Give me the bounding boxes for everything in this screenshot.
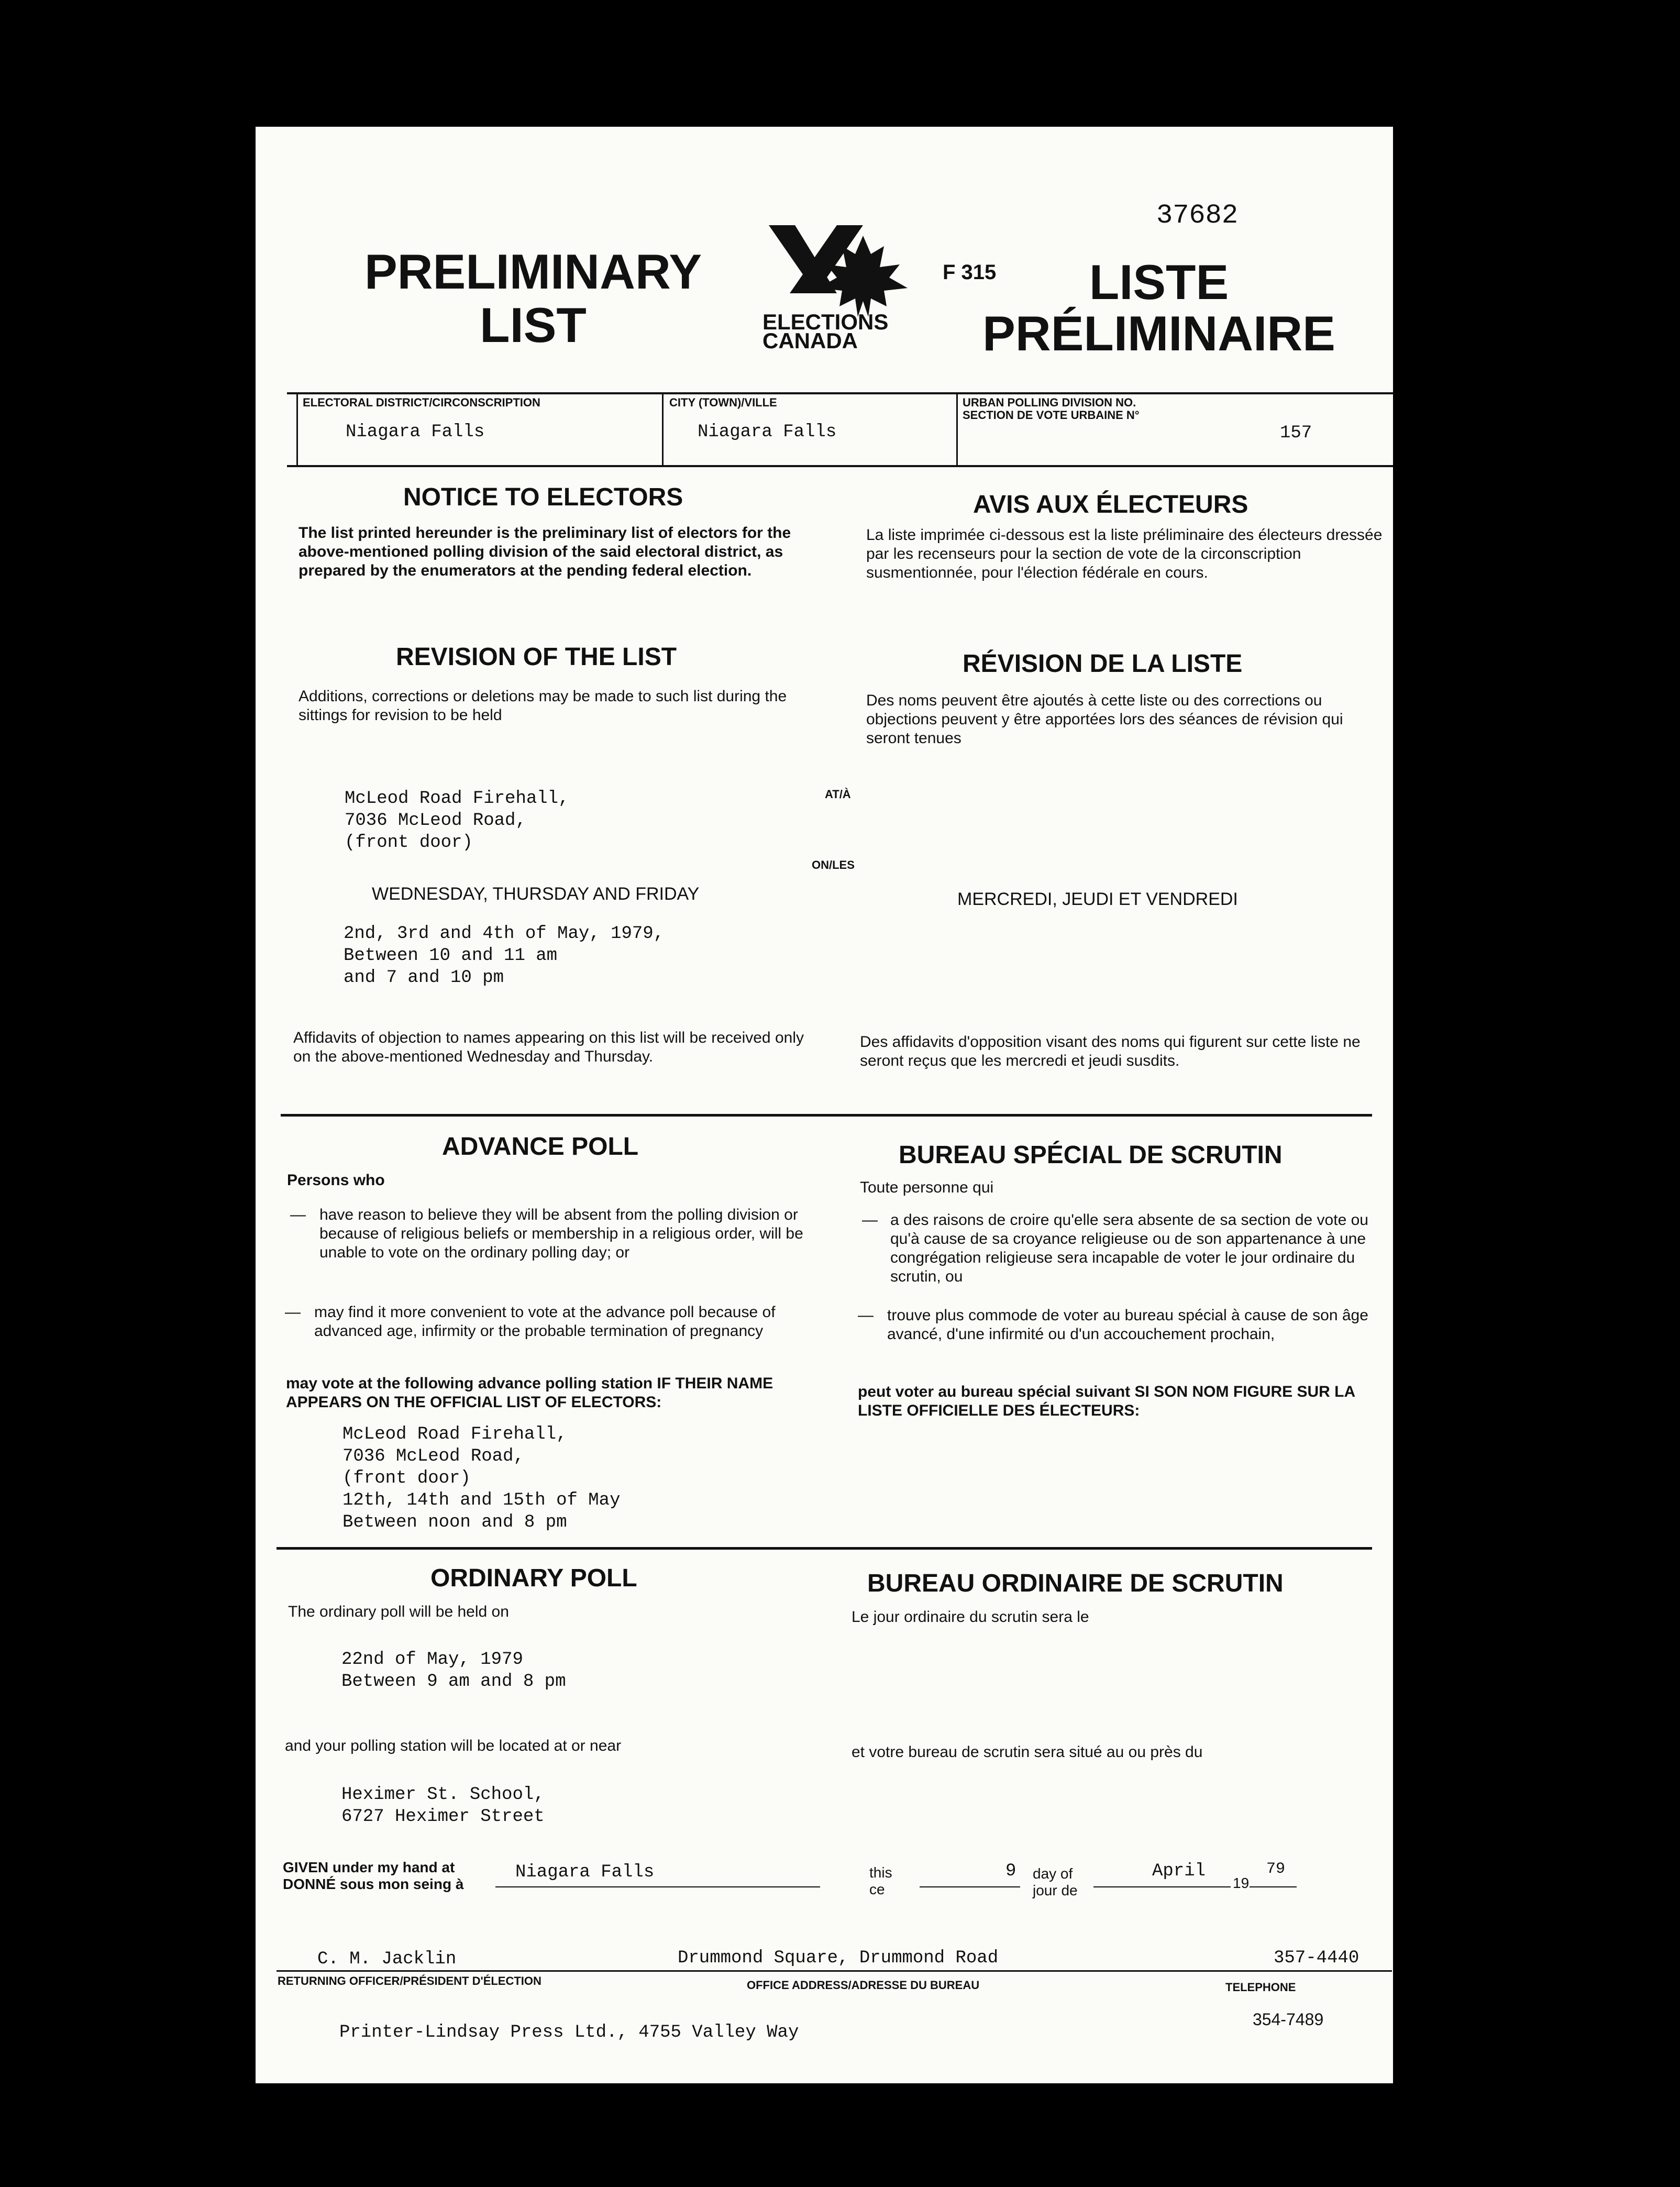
advance-title-en: ADVANCE POLL [442, 1133, 639, 1161]
jour-de-label: jour de [1033, 1882, 1078, 1898]
district-label: ELECTORAL DISTRICT/CIRCONSCRIPTION [303, 396, 540, 409]
polling-label-2: SECTION DE VOTE URBAINE N° [963, 408, 1140, 422]
year-prefix: 19 [1233, 1875, 1250, 1891]
phone-label: TELEPHONE [1225, 1981, 1296, 1994]
revision-days-en: WEDNESDAY, THURSDAY AND FRIDAY [372, 884, 700, 904]
form-number: 37682 [1156, 200, 1239, 231]
section-divider-2 [277, 1547, 1372, 1550]
ordinary-held-fr: Le jour ordinaire du scrutin sera le [852, 1608, 1089, 1626]
officer-label: RETURNING OFFICER/PRÉSIDENT D'ÉLECTION [278, 1974, 541, 1987]
title-fr-line1: LISTE [1089, 255, 1229, 310]
this-label: this [869, 1864, 892, 1881]
day-underline [920, 1886, 1020, 1887]
at-label: AT/À [825, 788, 851, 801]
ordinary-located-en: and your polling station will be located at or near [285, 1737, 622, 1754]
printer-phone: 354-7489 [1253, 2010, 1324, 2029]
year-underline [1250, 1886, 1297, 1887]
ce-label: ce [869, 1881, 885, 1897]
revision-text-fr: Des noms peuvent être ajoutés à cette liste ou des corrections ou objections peuvent y être apportées lors des séances de révision qui seront tenues [866, 692, 1343, 747]
dash-fr-1: — [862, 1211, 878, 1229]
officer-address: Drummond Square, Drummond Road [678, 1948, 999, 1968]
affidavit-text-en: Affidavits of objection to names appearing on this list will be received only on the above-mentioned Wednesday and Thursday. [293, 1029, 804, 1065]
city-label: CITY (TOWN)/VILLE [669, 396, 777, 409]
revision-dates-line2: Between 10 and 11 am [344, 946, 558, 966]
dash-en-1: — [290, 1206, 306, 1223]
station-line2: 6727 Heximer Street [341, 1807, 545, 1827]
ordinary-date-line2: Between 9 am and 8 pm [341, 1672, 566, 1692]
month-value: April [1152, 1861, 1206, 1881]
field-box-bottom-border [287, 465, 1393, 467]
persons-en: Persons who [287, 1172, 385, 1189]
ordinary-title-en: ORDINARY POLL [430, 1564, 637, 1592]
signature-underline [277, 1970, 1392, 1972]
given-place-value: Niagara Falls [515, 1862, 655, 1882]
persons-fr: Toute personne qui [860, 1179, 994, 1196]
officer-phone: 357-4440 [1274, 1948, 1360, 1968]
notice-title-en: NOTICE TO ELECTORS [403, 483, 683, 511]
affidavit-text-fr: Des affidavits d'opposition visant des noms qui figurent sur cette liste ne seront reçus que les mercredi et jeudi susdits. [860, 1033, 1361, 1069]
advance-item2-fr: trouve plus commode de voter au bureau spécial à cause de son âge avancé, d'une infirmité ou d'un accouchement prochain, [887, 1307, 1368, 1343]
address-label: OFFICE ADDRESS/ADRESSE DU BUREAU [747, 1979, 980, 1992]
day-value: 9 [1005, 1861, 1016, 1881]
station-line1: Heximer St. School, [341, 1785, 545, 1805]
revision-dates-line1: 2nd, 3rd and 4th of May, 1979, [344, 924, 665, 944]
revision-dates-line3: and 7 and 10 pm [344, 968, 504, 988]
revision-title-en: REVISION OF THE LIST [396, 643, 677, 671]
notice-title-fr: AVIS AUX ÉLECTEURS [973, 491, 1248, 518]
revision-place-line3: (front door) [345, 833, 473, 853]
section-divider-1 [281, 1114, 1372, 1117]
advance-item1-en: have reason to believe they will be absent from the polling division or because of religious beliefs or membership in a religious order, will be unable to vote on the ordinary polling day; or [319, 1206, 803, 1261]
advance-place-line3: (front door) [342, 1468, 471, 1488]
advance-place-line1: McLeod Road Firehall, [342, 1424, 567, 1444]
advance-item2-en: may find it more convenient to vote at the advance poll because of advanced age, infirmity or the probable termination of pregnancy [314, 1304, 776, 1340]
day-of-label: day of [1033, 1865, 1073, 1882]
advance-item1-fr: a des raisons de croire qu'elle sera absente de sa section de vote ou qu'à cause de sa croyance religieuse ou de son appartenance à une congrégation religieuse sera incapable de voter le jour ordinaire du scrutin, ou [890, 1211, 1368, 1285]
dash-en-2: — [285, 1304, 301, 1321]
advance-place-line2: 7036 McLeod Road, [342, 1446, 524, 1466]
year-value: 79 [1266, 1860, 1286, 1878]
field-box-top-border [287, 392, 1393, 394]
notice-text-en: The list printed hereunder is the preliminary list of electors for the above-mentioned polling division of the said electoral district, as prepared by the enumerators at the pending federal election. [299, 524, 791, 579]
given-line1: GIVEN under my hand at [283, 1859, 455, 1875]
ordinary-title-fr: BUREAU ORDINAIRE DE SCRUTIN [867, 1570, 1284, 1597]
field-box-right-divider [956, 392, 958, 466]
logo-text-line1: ELECTIONS [762, 310, 889, 334]
advance-vote-fr: peut voter au bureau spécial suivant SI SON NOM FIGURE SUR LA LISTE OFFICIELLE DES ÉLECTEURS: [858, 1383, 1355, 1419]
revision-text-en: Additions, corrections or deletions may be made to such list during the sittings for revision to be held [299, 688, 787, 724]
field-box-middle-divider [662, 392, 664, 466]
dash-fr-2: — [858, 1307, 874, 1324]
polling-label-1: URBAN POLLING DIVISION NO. [963, 396, 1136, 409]
notice-text-fr: La liste imprimée ci-dessous est la liste préliminaire des électeurs dressée par les recenseurs pour la section de vote de la circonscription susmentionnée, pour l'élection fédérale en cours. [866, 526, 1383, 581]
advance-place-line4: 12th, 14th and 15th of May [342, 1490, 621, 1510]
title-fr-line2: PRÉLIMINAIRE [982, 306, 1335, 361]
revision-days-fr: MERCREDI, JEUDI ET VENDREDI [957, 889, 1238, 909]
revision-title-fr: RÉVISION DE LA LISTE [963, 650, 1243, 678]
logo-text-line2: CANADA [762, 328, 858, 353]
polling-value: 157 [1280, 423, 1312, 443]
title-en-line1: PRELIMINARY [364, 244, 702, 299]
revision-place-line2: 7036 McLeod Road, [345, 811, 526, 831]
title-en-line2: LIST [480, 297, 587, 352]
advance-vote-en: may vote at the following advance polling station IF THEIR NAME APPEARS ON THE OFFICIAL LIST OF ELECTORS: [286, 1375, 773, 1411]
field-box-left-divider [296, 392, 298, 466]
printer-text: Printer-Lindsay Press Ltd., 4755 Valley Way [339, 2023, 799, 2042]
ordinary-held-en: The ordinary poll will be held on [288, 1603, 509, 1620]
city-value: Niagara Falls [698, 422, 837, 442]
given-place-underline [495, 1886, 820, 1887]
officer-name: C. M. Jacklin [317, 1949, 457, 1969]
advance-place-line5: Between noon and 8 pm [342, 1512, 567, 1532]
district-value: Niagara Falls [346, 422, 485, 442]
ordinary-date-line1: 22nd of May, 1979 [341, 1650, 523, 1670]
form-code: F 315 [943, 261, 997, 284]
advance-title-fr: BUREAU SPÉCIAL DE SCRUTIN [899, 1141, 1283, 1169]
ordinary-located-fr: et votre bureau de scrutin sera situé au ou près du [852, 1743, 1203, 1761]
month-underline [1093, 1886, 1231, 1887]
preliminary-list-form [256, 127, 1393, 2083]
given-line2: DONNÉ sous mon seing à [283, 1876, 464, 1892]
on-label: ON/LES [812, 858, 855, 871]
revision-place-line1: McLeod Road Firehall, [345, 789, 569, 809]
